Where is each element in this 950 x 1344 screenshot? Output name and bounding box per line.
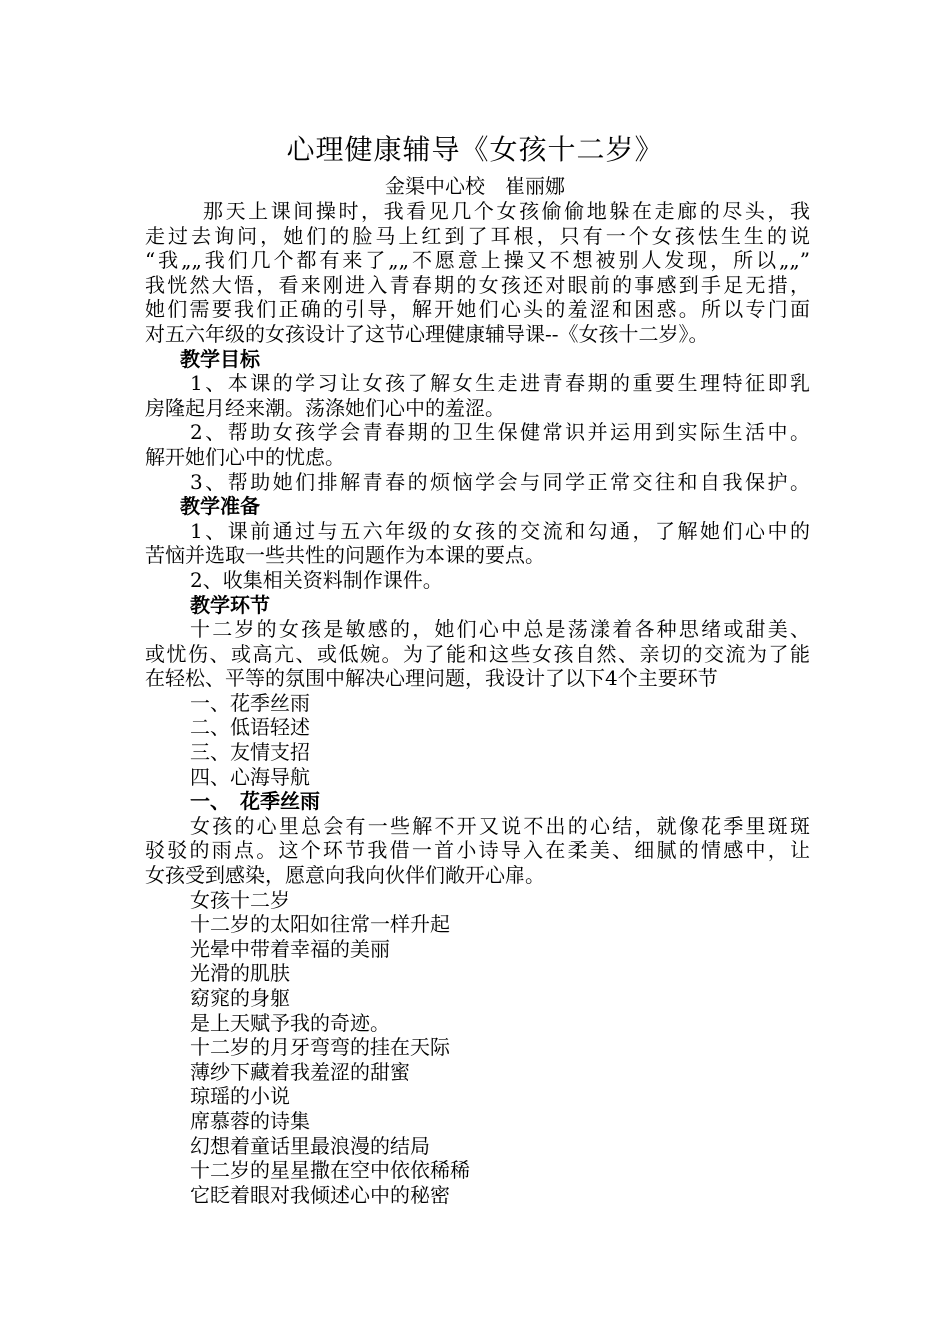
prep-line: 2、收集相关资料制作课件。	[190, 567, 443, 592]
prep-line: 苦恼并选取一些共性的问题作为本课的要点。	[145, 543, 545, 568]
intro-line: 对五六年级的女孩设计了这节心理健康辅导课--《女孩十二岁》。	[145, 321, 709, 346]
section1-heading: 一、 花季丝雨	[190, 789, 320, 814]
poem-line: 光晕中带着幸福的美丽	[190, 936, 390, 961]
prep-line: 1、课前通过与五六年级的女孩的交流和勾通，了解她们心中的	[190, 518, 810, 543]
document-title: 心理健康辅导《女孩十二岁》	[286, 133, 664, 166]
goal-line: 3、帮助她们排解青春的烦恼学会与同学正常交往和自我保护。	[190, 469, 810, 494]
goal-line: 解开她们心中的忧虑。	[145, 444, 345, 469]
steps-intro-line: 在轻松、平等的氛围中解决心理问题，我设计了以下4个主要环节	[145, 666, 718, 691]
steps-heading: 教学环节	[190, 592, 270, 617]
step-item: 二、低语轻述	[190, 715, 310, 740]
section1-line: 女孩受到感染，愿意向我向伙伴们敞开心扉。	[145, 863, 545, 888]
poem-line: 十二岁的月牙弯弯的挂在天际	[190, 1035, 450, 1060]
intro-line: 我恍然大悟，看来刚进入青春期的女孩还对眼前的事感到手足无措，	[145, 272, 810, 297]
steps-intro-line: 或忧伤、或高亢、或低婉。为了能和这些女孩自然、亲切的交流为了能	[145, 641, 810, 666]
step-item: 一、花季丝雨	[190, 690, 310, 715]
poem-line: 薄纱下藏着我羞涩的甜蜜	[190, 1059, 410, 1084]
steps-intro-line: 十二岁的女孩是敏感的，她们心中总是荡漾着各种思绪或甜美、	[190, 617, 810, 642]
section1-line: 女孩的心里总会有一些解不开又说不出的心结，就像花季里斑斑	[190, 813, 810, 838]
poem-line: 女孩十二岁	[190, 887, 290, 912]
poem-line: 窈窕的身躯	[190, 986, 290, 1010]
goal-line: 房隆起月经来潮。荡涤她们心中的羞涩。	[145, 395, 505, 420]
step-item: 三、友情支招	[190, 740, 310, 765]
intro-line: 她们需要我们正确的引导，解开她们心头的羞涩和困惑。所以专门面	[145, 297, 810, 322]
intro-line: 那天上课间操时，我看见几个女孩偷偷地躲在走廊的尽头，我	[203, 199, 810, 223]
poem-line: 是上天赋予我的奇迹。	[190, 1010, 390, 1035]
intro-line: 走过去询问，她们的脸马上红到了耳根，只有一个女孩怯生生的说	[145, 223, 810, 248]
poem-line: 它眨着眼对我倾述心中的秘密	[190, 1182, 450, 1207]
goal-line: 1、本课的学习让女孩了解女生走进青春期的重要生理特征即乳	[190, 371, 810, 396]
poem-line: 幻想着童话里最浪漫的结局	[190, 1133, 430, 1158]
step-item: 四、心海导航	[190, 764, 310, 789]
author-line: 金渠中心校 崔丽娜	[385, 174, 565, 198]
poem-line: 席慕蓉的诗集	[190, 1108, 310, 1133]
poem-line: 十二岁的太阳如往常一样升起	[190, 912, 450, 937]
intro-line: “我„„我们几个都有来了„„不愿意上操又不想被别人发现，所以„„”	[145, 248, 810, 273]
poem-line: 琼瑶的小说	[190, 1084, 290, 1109]
poem-line: 十二岁的星星撒在空中依依稀稀	[190, 1158, 470, 1183]
document-body	[145, 199, 810, 1207]
section1-line: 驳驳的雨点。这个环节我借一首小诗导入在柔美、细腻的情感中，让	[145, 838, 810, 863]
prep-heading: 教学准备	[180, 494, 260, 519]
goals-heading: 教学目标	[180, 346, 260, 371]
goal-line: 2、帮助女孩学会青春期的卫生保健常识并运用到实际生活中。	[190, 420, 810, 445]
poem-line: 光滑的肌肤	[190, 961, 290, 986]
